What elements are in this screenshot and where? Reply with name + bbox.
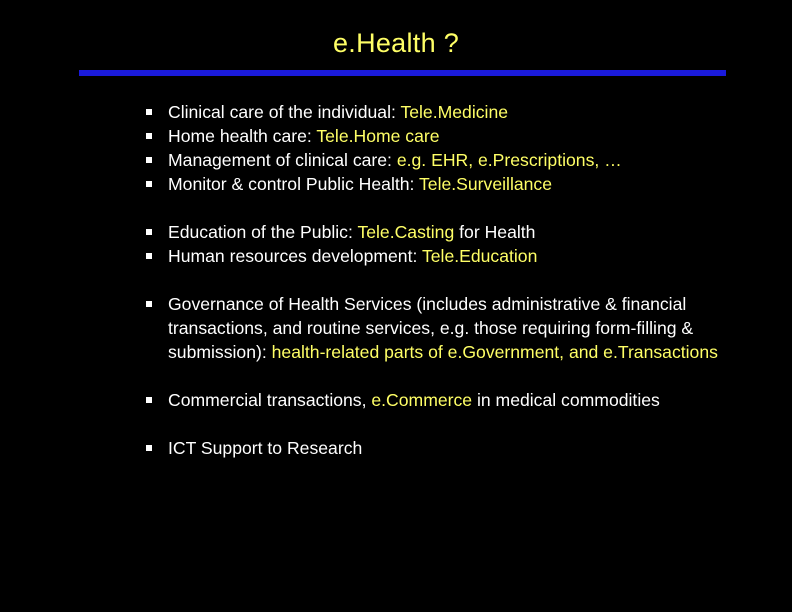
bullet-item: ICT Support to Research	[146, 436, 766, 460]
square-bullet-icon	[146, 397, 152, 403]
bullet-item: Governance of Health Services (includes administrative & financial transactions, and routine services, e.g. those requiring form-filling & submission): health-related parts of e.Government, and e.Transactions	[146, 292, 766, 364]
bullet-group-governance	[146, 292, 766, 364]
title-underline	[79, 70, 726, 76]
bullet-item: Human resources development: Tele.Education	[146, 244, 766, 268]
bullet-item: Management of clinical care: e.g. EHR, e.Prescriptions, …	[146, 148, 766, 172]
square-bullet-icon	[146, 445, 152, 451]
bullet-group-commerce	[146, 388, 766, 412]
square-bullet-icon	[146, 301, 152, 307]
slide-title: e.Health ?	[332, 28, 460, 58]
bullet-group-education	[146, 220, 766, 268]
square-bullet-icon	[146, 157, 152, 163]
bullet-group-research	[146, 436, 766, 460]
bullet-item: Home health care: Tele.Home care	[146, 124, 766, 148]
bullet-item: Education of the Public: Tele.Casting for Health	[146, 220, 766, 244]
square-bullet-icon	[146, 109, 152, 115]
bullet-group-telehealth	[146, 100, 766, 196]
square-bullet-icon	[146, 133, 152, 139]
bullet-item: Commercial transactions, e.Commerce in medical commodities	[146, 388, 766, 412]
square-bullet-icon	[146, 181, 152, 187]
square-bullet-icon	[146, 253, 152, 259]
bullet-item: Monitor & control Public Health: Tele.Surveillance	[146, 172, 766, 196]
bullet-item: Clinical care of the individual: Tele.Medicine	[146, 100, 766, 124]
square-bullet-icon	[146, 229, 152, 235]
bullet-content	[146, 100, 766, 484]
